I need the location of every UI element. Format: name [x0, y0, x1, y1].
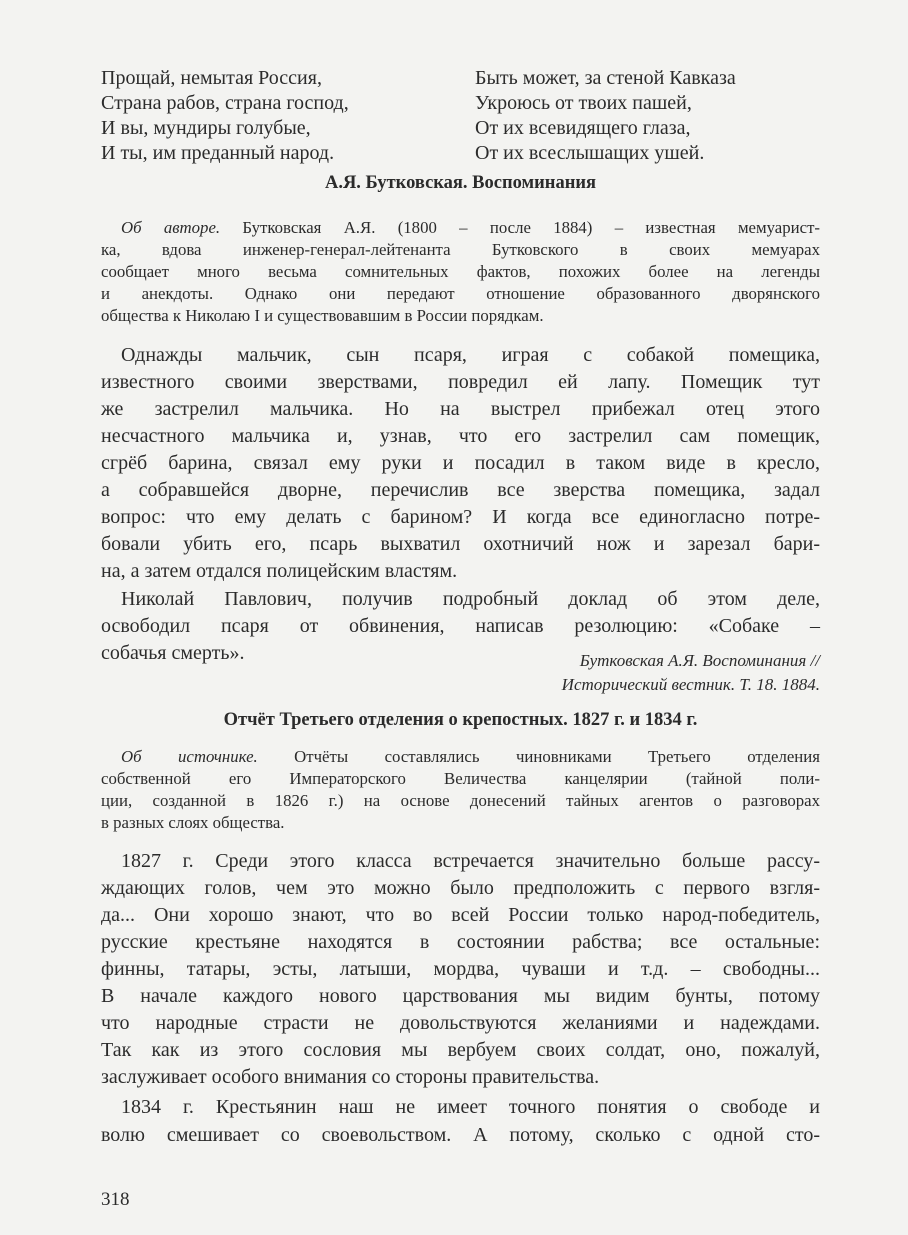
text-line: ждающих голов, чем это можно было предположить с первого взгля-	[101, 877, 820, 899]
text-line: заслуживает особого внимания со стороны правительства.	[101, 1066, 600, 1088]
text-line: Николай Павлович, получив подробный доклад об этом деле,	[121, 588, 820, 610]
text-line: финны, татары, эсты, латыши, мордва, чуваши и т.д. – свободны...	[101, 958, 820, 980]
about-lines	[101, 768, 820, 834]
about-source-note	[101, 746, 820, 834]
poem-right-column	[475, 66, 825, 166]
text-line: Однажды мальчик, сын псаря, играя с собакой помещика,	[121, 344, 820, 366]
text-line: 1834 г. Крестьянин наш не имеет точного понятия о свободе и	[121, 1096, 820, 1118]
text-line: Так как из этого сословия мы вербуем своих солдат, оно, пожалуй,	[101, 1039, 820, 1061]
memoir-paragraph-1	[101, 342, 820, 585]
text-line: да... Они хорошо знают, что во всей России только народ-победитель,	[101, 904, 820, 926]
text-line: сообщает много весьма сомнительных фактов, похожих более на легенды	[101, 262, 820, 281]
text-line: ции, созданной в 1826 г.) на основе донесений тайных агентов о разговорах	[101, 791, 820, 810]
text-line: освободил псаря от обвинения, написав резолюцию: «Собаке –	[101, 615, 820, 637]
text-line: что народные страсти не довольствуются желаниями и надеждами.	[101, 1012, 820, 1034]
about-label: Об авторе.	[121, 218, 221, 237]
about-first-line-text: Бутковская А.Я. (1800 – после 1884) – известная мемуарист-	[220, 218, 820, 237]
report-paragraph-1834	[101, 1093, 820, 1149]
report-paragraph-1827	[101, 848, 820, 1091]
about-first-line	[101, 746, 820, 768]
about-first-line-text: Отчёты составлялись чиновниками Третьего отделения	[257, 747, 820, 766]
poem-left-column	[101, 66, 461, 166]
text-line: сгрёб барина, связал ему руки и посадил в таком виде в кресло,	[101, 452, 820, 474]
page-number: 318	[101, 1189, 130, 1210]
text-line: Укроюсь от твоих пашей,	[475, 92, 692, 114]
text-line: Страна рабов, страна господ,	[101, 92, 349, 114]
text-line: Быть может, за стеной Кавказа	[475, 67, 736, 89]
text-line: известного своими зверствами, повредил ей лапу. Помещик тут	[101, 371, 820, 393]
text-line: волю смешивает со своевольством. А потому, сколько с одной сто-	[101, 1124, 820, 1146]
about-label: Об источнике.	[121, 747, 258, 766]
text-line: бовали убить его, псарь выхватил охотничий нож и зарезал бари-	[101, 533, 820, 555]
citation	[101, 649, 820, 697]
text-line: вопрос: что ему делать с барином? И когда все единогласно потре-	[101, 506, 820, 528]
about-first-line	[101, 217, 820, 239]
text-line: От их всевидящего глаза,	[475, 117, 691, 139]
section-heading-butkovskaya: А.Я. Бутковская. Воспоминания	[324, 173, 597, 193]
text-line: ка, вдова инженер-генерал-лейтенанта Бутковского в своих мемуарах	[101, 240, 820, 259]
text-line: а собравшейся дворне, перечислив все зверства помещика, задал	[101, 479, 820, 501]
section-heading-third-department: Отчёт Третьего отделения о крепостных. 1827 г. и 1834 г.	[223, 710, 698, 730]
text-line: и анекдоты. Однако они передают отношение образованного дворянского	[101, 284, 820, 303]
text-line: русские крестьяне находятся в состоянии рабства; все остальные:	[101, 931, 820, 953]
text-line: 1827 г. Среди этого класса встречается значительно больше рассу-	[121, 850, 820, 872]
text-line: В начале каждого нового царствования мы видим бунты, потому	[101, 985, 820, 1007]
text-line: общества к Николаю I и существовавшим в России порядкам.	[101, 306, 544, 325]
text-line: Исторический вестник. Т. 18. 1884.	[561, 675, 820, 694]
text-line: И вы, мундиры голубые,	[101, 117, 311, 139]
about-author-note	[101, 217, 820, 327]
text-line: собственной его Императорского Величества канцелярии (тайной поли-	[101, 769, 820, 788]
text-line: И ты, им преданный народ.	[101, 142, 335, 164]
text-line: в разных слоях общества.	[101, 813, 285, 832]
text-line: на, а затем отдался полицейским властям.	[101, 560, 458, 582]
text-line: От их всеслышащих ушей.	[475, 142, 705, 164]
text-line: несчастного мальчика и, узнав, что его застрелил сам помещик,	[101, 425, 820, 447]
about-lines	[101, 239, 820, 327]
text-line: Бутковская А.Я. Воспоминания //	[579, 651, 820, 670]
text-line: собачья смерть».	[101, 642, 245, 664]
text-line: Прощай, немытая Россия,	[101, 67, 322, 89]
text-line: же застрелил мальчика. Но на выстрел прибежал отец этого	[101, 398, 820, 420]
